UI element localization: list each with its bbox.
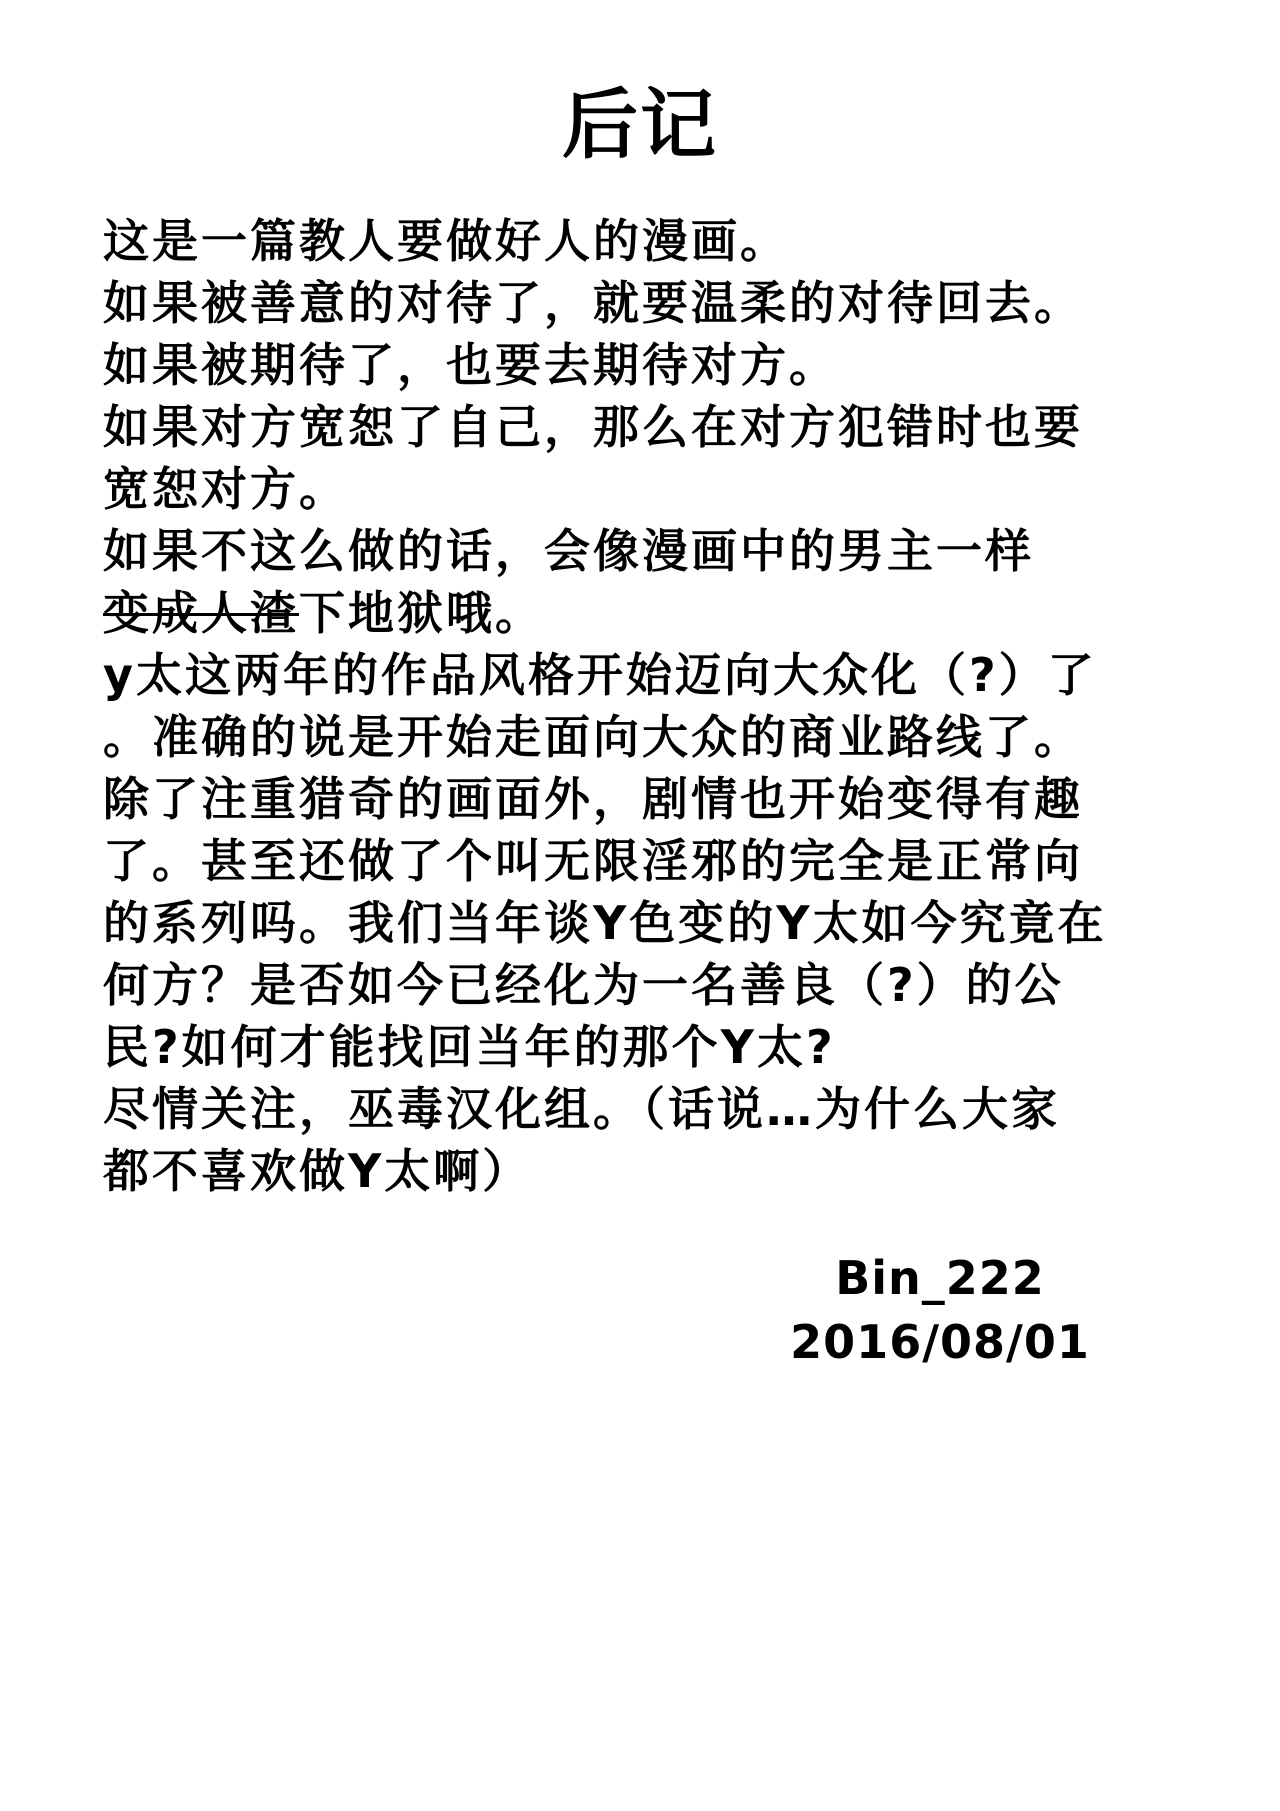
- struck-through-text: 变成人渣: [103, 586, 299, 640]
- text-line-11: 了。甚至还做了个叫无限淫邪的完全是正常向: [103, 834, 1083, 888]
- text-line-10: 除了注重猎奇的画面外，剧情也开始变得有趣: [103, 772, 1083, 826]
- text-line-4: 如果对方宽恕了自己，那么在对方犯错时也要: [103, 400, 1083, 454]
- text-line-3: 如果被期待了，也要去期待对方。: [103, 338, 838, 392]
- text-line-9: 。准确的说是开始走面向大众的商业路线了。: [103, 710, 1083, 764]
- text-line-7: [103, 582, 1193, 644]
- text-line-8: y太这两年的作品风格开始迈向大众化（?）了: [103, 648, 1097, 702]
- text-line-1: 这是一篇教人要做好人的漫画。: [103, 214, 789, 268]
- text-line-15: 尽情关注，巫毒汉化组。（话说…为什么大家: [103, 1082, 1060, 1136]
- text-line-12: 的系列吗。我们当年谈Y色变的Y太如今究竟在: [103, 896, 1107, 950]
- page-title: 后记: [562, 80, 718, 169]
- author-name: Bin_222: [835, 1251, 1045, 1305]
- text-line-14: 民?如何才能找回当年的那个Y太?: [103, 1020, 836, 1074]
- afterword-body: [103, 210, 1193, 1202]
- text-line-13: 何方？是否如今已经化为一名善良（?）的公: [103, 958, 1064, 1012]
- text-line-2: 如果被善意的对待了，就要温柔的对待回去。: [103, 276, 1083, 330]
- signature-date: 2016/08/01: [790, 1315, 1090, 1369]
- text-line-6: 如果不这么做的话，会像漫画中的男主一样: [103, 524, 1034, 578]
- text-line-5: 宽恕对方。: [103, 462, 348, 516]
- signature-block: [790, 1246, 1090, 1374]
- text-line-16: 都不喜欢做Y太啊）: [103, 1144, 532, 1198]
- text-line-7-rest: 下地狱哦。: [299, 586, 544, 640]
